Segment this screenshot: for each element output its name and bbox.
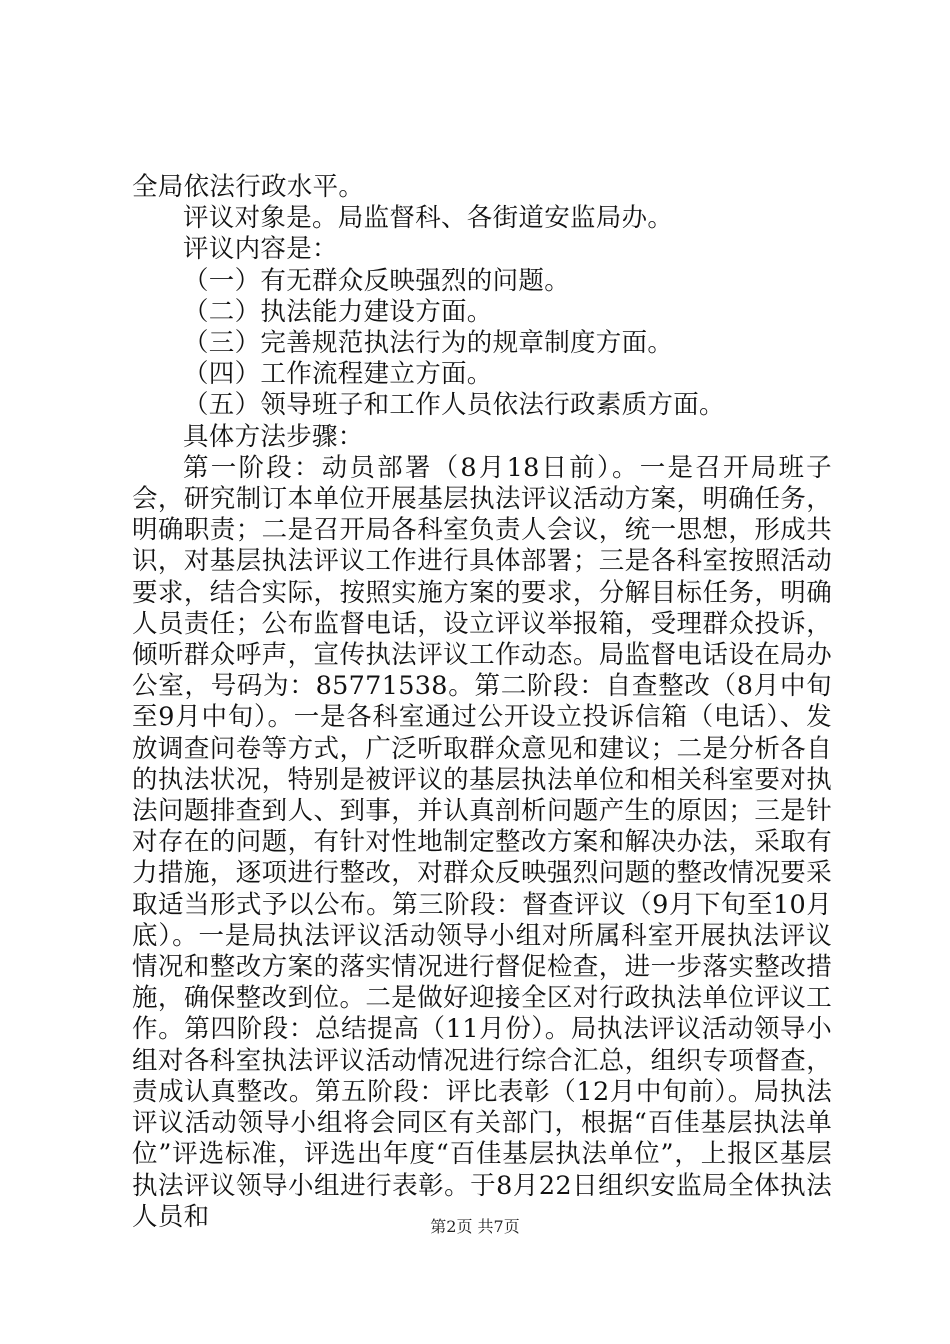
document-body bbox=[132, 172, 832, 1233]
list-item-2: （二）执法能力建设方面。 bbox=[183, 296, 493, 327]
paragraph-stages: 第一阶段：动员部署（8月18日前）。一是召开局班子会，研究制订本单位开展基层执法评议活动方案，明确任务，明确职责；二是召开局各科室负责人会议，统一思想，形成共识，对基层执法评议工作进行具体部署；三是各科室按照活动要求，结合实际，按照实施方案的要求，分解目标任务，明确人员责任；公布监督电话，设立评议举报箱，受理群众投诉，倾听群众呼声，宣传执法评议工作动态。局监督电话设在局办公室，号码为：85771538。第二阶段：自查整改（8月中旬至9月中旬）。一是各科室通过公开设立投诉信箱（电话）、发放调查问卷等方式，广泛听取群众意见和建议；二是分析各自的执法状况，特别是被评议的基层执法单位和相关科室要对执法问题排查到人、到事，并认真剖析问题产生的原因；三是针对存在的问题，有针对性地制定整改方案和解决办法，采取有力措施，逐项进行整改，对群众反映强烈问题的整改情况要采取适当形式予以公布。第三阶段：督查评议（9月下旬至10月底）。一是局执法评议活动领导小组对所属科室开展执法评议情况和整改方案的落实情况进行督促检查，进一步落实整改措施，确保整改到位。二是做好迎接全区对行政执法单位评议工作。第四阶段：总结提高（11月份）。局执法评议活动领导小组对各科室执法评议活动情况进行综合汇总，组织专项督查，责成认真整改。第五阶段：评比表彰（12月中旬前）。局执法评议活动领导小组将会同区有关部门，根据“百佳基层执法单位”评选标准，评选出年度“百佳基层执法单位”，上报区基层执法评议领导小组进行表彰。于8月22日组织安监局全体执法人员和 bbox=[132, 452, 832, 1232]
list-item-5: （五）领导班子和工作人员依法行政素质方面。 bbox=[183, 390, 725, 421]
list-item-3: （三）完善规范执法行为的规章制度方面。 bbox=[183, 328, 674, 359]
page-number-footer: 第2页 共7页 bbox=[430, 1217, 520, 1236]
paragraph-method-heading: 具体方法步骤： bbox=[183, 421, 364, 452]
list-item-4: （四）工作流程建立方面。 bbox=[183, 359, 493, 390]
paragraph-subject: 评议对象是。局监督科、各街道安监局办。 bbox=[183, 203, 674, 234]
list-item-1: （一）有无群众反映强烈的问题。 bbox=[183, 265, 571, 296]
paragraph-continuation: 全局依法行政水平。 bbox=[132, 172, 365, 202]
paragraph-content-heading: 评议内容是： bbox=[183, 234, 338, 265]
